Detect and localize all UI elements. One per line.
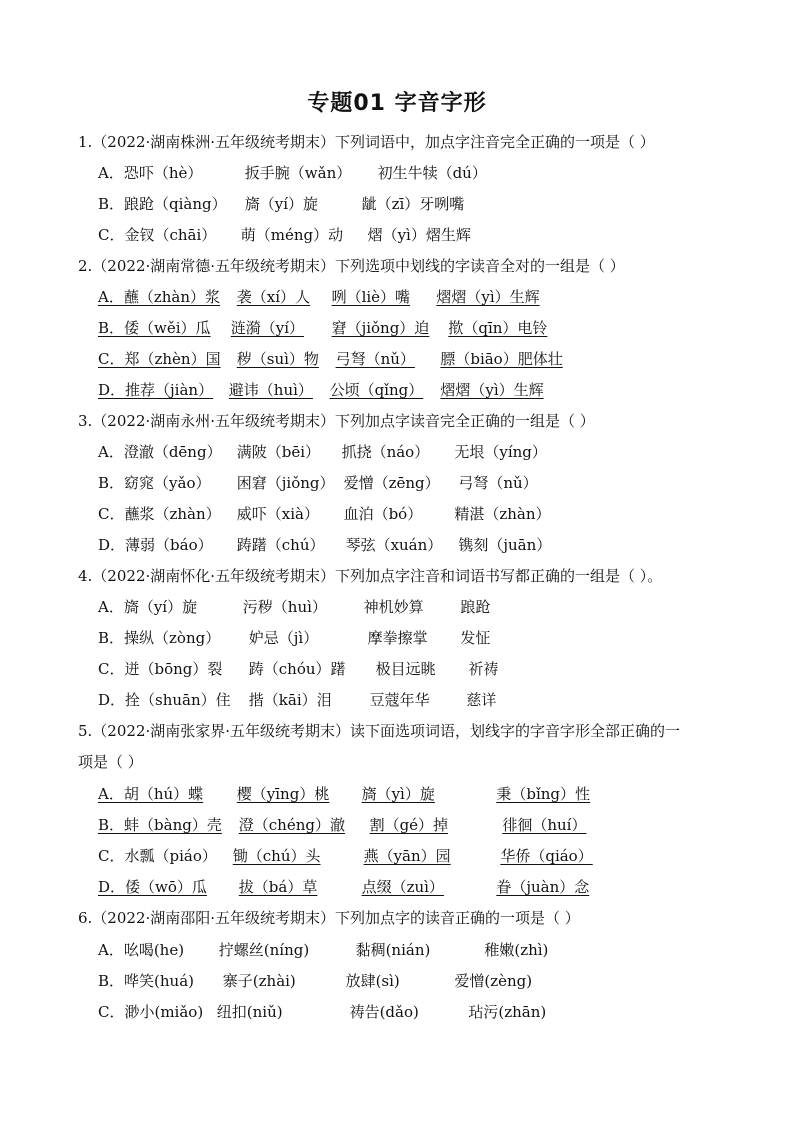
- option-item: 妒忌（jì）: [248, 629, 319, 647]
- option-item: 初生牛犊（dú）: [377, 164, 487, 182]
- option-row: [98, 971, 720, 991]
- option-row: [98, 659, 720, 679]
- option-item: 镌刻（juān）: [458, 536, 552, 554]
- option-item: 爱憎（zēng）: [343, 474, 440, 492]
- option-item: 无垠（yíng）: [454, 443, 547, 461]
- option-item: 豆蔻年华: [369, 691, 430, 709]
- option-row: [98, 504, 720, 524]
- option-item: 踌（chóu）躇: [248, 660, 346, 678]
- option-item: 摩拳擦掌: [367, 629, 428, 647]
- option-item: 揩（kāi）泪: [248, 691, 332, 709]
- option-row: [98, 473, 720, 493]
- option-row: [98, 318, 720, 338]
- option-item: D．薄弱（báo）: [98, 536, 213, 554]
- question-stem-continued: 项是（ ）: [78, 753, 143, 771]
- option-item: 踉跄: [460, 598, 491, 616]
- option-item: D．推荐（jiàn）: [98, 381, 214, 399]
- option-row: [98, 380, 720, 400]
- option-item: 徘徊（huí）: [502, 816, 587, 834]
- option-item: 稚嫩(zhì): [484, 941, 549, 959]
- option-row: [98, 628, 720, 648]
- option-item: 旖（yì）旋: [361, 785, 435, 803]
- option-item: 割（gé）掉: [369, 816, 449, 834]
- question-stem: 1.（2022·湖南株洲·五年级统考期末）下列词语中，加点字注音完全正确的一项是（ ）: [78, 133, 655, 151]
- option-item: 华侨（qiáo）: [500, 847, 593, 865]
- option-item: D．拴（shuān）住: [98, 691, 231, 709]
- option-item: 樱（yīng）桃: [236, 785, 330, 803]
- option-item: B．蚌（bàng）壳: [98, 816, 222, 834]
- option-item: 发怔: [460, 629, 491, 647]
- option-item: 旖（yí）旋: [244, 195, 319, 213]
- option-item: B．踉跄（qiàng）: [98, 195, 227, 213]
- option-item: 精湛（zhàn）: [454, 505, 551, 523]
- option-item: 涟漪（yí）: [230, 319, 305, 337]
- option-item: 祈祷: [468, 660, 499, 678]
- option-item: 琴弦（xuán）: [345, 536, 443, 554]
- option-item: C．金钗（chāi）: [98, 226, 217, 244]
- option-item: 拧螺丝(níng): [218, 941, 310, 959]
- option-item: 咧（liè）嘴: [331, 288, 411, 306]
- question-stem: 4.（2022·湖南怀化·五年级统考期末）下列加点字注音和词语书写都正确的一组是（ ）。: [78, 567, 663, 585]
- option-item: 萌（méng）动: [240, 226, 344, 244]
- option-item: 弓弩（nǔ）: [458, 474, 538, 492]
- option-item: 点缀（zuì）: [361, 878, 444, 896]
- option-row: [98, 940, 720, 960]
- option-item: A．澄澈（dēng）: [98, 443, 222, 461]
- option-item: 满陂（bēi）: [236, 443, 321, 461]
- option-item: C．蘸浆（zhàn）: [98, 505, 221, 523]
- option-item: A．蘸（zhàn）浆: [98, 288, 221, 306]
- option-item: 纽扣(niǔ): [216, 1003, 283, 1021]
- option-item: 寨子(zhài): [222, 972, 296, 990]
- option-item: A．胡（hú）蝶: [98, 785, 204, 803]
- option-item: A．恐吓（hè）: [98, 164, 203, 182]
- option-item: 避讳（huì）: [228, 381, 313, 399]
- option-item: 燕（yān）园: [363, 847, 451, 865]
- option-item: 熠熠（yì）生辉: [440, 381, 544, 399]
- option-item: C．迸（bōng）裂: [98, 660, 223, 678]
- option-item: 熠（yì）熠生辉: [367, 226, 471, 244]
- question-stem: 5.（2022·湖南张家界·五年级统考期末）读下面选项词语，划线字的字音字形全部正确的一: [78, 722, 681, 740]
- option-row: [98, 877, 720, 897]
- option-item: 扳手腕（wǎn）: [244, 164, 352, 182]
- option-item: 秉（bǐng）性: [496, 785, 591, 803]
- option-row: [98, 349, 720, 369]
- option-row: [98, 535, 720, 555]
- option-item: B．操纵（zòng）: [98, 629, 221, 647]
- option-item: 膘（biāo）肥体壮: [440, 350, 563, 368]
- option-item: 熠熠（yì）生辉: [436, 288, 540, 306]
- option-item: 揿（qīn）电铃: [448, 319, 548, 337]
- option-item: 踌躇（chú）: [236, 536, 325, 554]
- option-row: [98, 597, 720, 617]
- option-item: B．倭（wěi）瓜: [98, 319, 211, 337]
- question-stem: 6.（2022·湖南邵阳·五年级统考期末）下列加点字的读音正确的一项是（ ）: [78, 909, 580, 927]
- option-item: 澄（chéng）澈: [238, 816, 345, 834]
- question-stem: 3.（2022·湖南永州·五年级统考期末）下列加点字读音完全正确的一组是（ ）: [78, 412, 595, 430]
- option-row: [98, 442, 720, 462]
- option-item: 玷污(zhān): [468, 1003, 547, 1021]
- option-item: B．窈窕（yǎo）: [98, 474, 211, 492]
- option-row: [98, 163, 720, 183]
- option-item: 慈详: [466, 691, 497, 709]
- option-item: 秽（suì）物: [236, 350, 319, 368]
- option-row: [98, 287, 720, 307]
- option-item: 祷告(dǎo): [349, 1003, 419, 1021]
- option-item: 困窘（jiǒng）: [236, 474, 335, 492]
- option-row: [98, 1002, 720, 1022]
- option-item: 弓弩（nǔ）: [335, 350, 415, 368]
- option-item: 公顷（qǐng）: [329, 381, 424, 399]
- option-row: [98, 815, 720, 835]
- option-item: B．哗笑(huá): [98, 972, 194, 990]
- option-item: 窘（jiǒng）迫: [331, 319, 430, 337]
- option-row: [98, 846, 720, 866]
- question-stem: 2.（2022·湖南常德·五年级统考期末）下列选项中划线的字读音全对的一组是（ ）: [78, 257, 625, 275]
- option-item: 污秽（huì）: [242, 598, 327, 616]
- option-item: 锄（chú）头: [232, 847, 321, 865]
- option-item: 威吓（xià）: [236, 505, 319, 523]
- option-row: [98, 194, 720, 214]
- option-item: 拔（bá）草: [238, 878, 318, 896]
- option-item: 极目远眺: [375, 660, 436, 678]
- option-item: C．水瓢（piáo）: [98, 847, 217, 865]
- option-item: 袭（xí）人: [236, 288, 311, 306]
- option-item: 龇（zī）牙咧嘴: [361, 195, 465, 213]
- option-item: 黏稠(nián): [355, 941, 431, 959]
- option-item: D．倭（wō）瓜: [98, 878, 207, 896]
- option-item: 血泊（bó）: [343, 505, 423, 523]
- option-item: 神机妙算: [363, 598, 424, 616]
- option-row: [98, 784, 720, 804]
- option-row: [98, 690, 720, 710]
- option-row: [98, 225, 720, 245]
- option-item: 眷（juàn）念: [496, 878, 590, 896]
- option-item: 爱憎(zèng): [454, 972, 533, 990]
- option-item: A．旖（yí）旋: [98, 598, 198, 616]
- option-item: 放肆(sì): [345, 972, 400, 990]
- option-item: A．吆喝(he): [98, 941, 185, 959]
- option-item: C．渺小(miǎo): [98, 1003, 204, 1021]
- page-title: 专题01 字音字形: [307, 91, 487, 116]
- option-item: 抓挠（náo）: [341, 443, 430, 461]
- option-item: C．郑（zhèn）国: [98, 350, 221, 368]
